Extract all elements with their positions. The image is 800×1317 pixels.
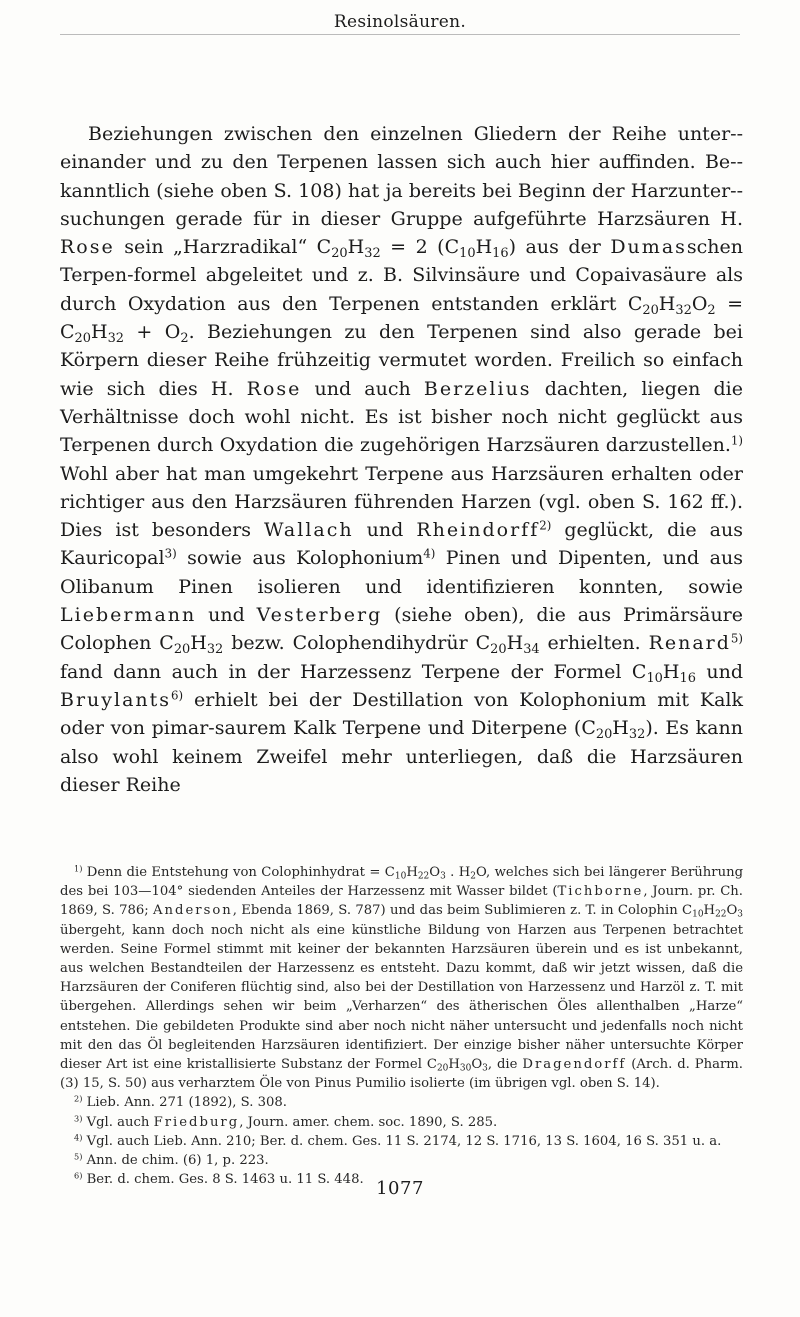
- text-run: = 2 (C: [380, 236, 460, 259]
- text-run: . H: [445, 865, 471, 880]
- text-run: erhielt bei der Destillation von Kolophonium mit Kalk oder von pimar-saurem Kalk Terpene und Diterpene (C: [60, 688, 743, 740]
- header-rule: [60, 34, 740, 35]
- author-name: Berzelius: [423, 377, 532, 400]
- author-name: Bruylants: [60, 688, 172, 711]
- footnote-ref: 6): [74, 1170, 83, 1181]
- text-run: O, welches sich bei längerer Berührung des bei 103—104° siedenden Anteiles der Harzessenz mit Wasser bildet (: [60, 865, 744, 900]
- text-run: H: [658, 292, 676, 315]
- author-name: Vesterberg: [256, 604, 383, 627]
- text-run: sein „Harzradikal“ C: [114, 236, 332, 259]
- footnote-3: [60, 1113, 743, 1132]
- text-run: geglückt, die aus Kauricopal: [60, 519, 743, 570]
- text-run: + O: [124, 321, 181, 344]
- formula-subscript: 20: [331, 246, 348, 262]
- formula-subscript: 30: [459, 1063, 472, 1074]
- text-run: und: [353, 519, 417, 542]
- formula-subscript: 10: [459, 246, 476, 262]
- text-run: , Journ. amer. chem. soc. 1890, S. 285.: [239, 1114, 498, 1130]
- author-name: Anderson: [153, 903, 233, 919]
- text-run: Ber. d. chem. Ges. 8 S. 1463 u. 11 S. 448.: [82, 1172, 364, 1188]
- formula-subscript: 10: [394, 871, 407, 882]
- text-run: O: [471, 1057, 483, 1073]
- footnote-4: [60, 1132, 743, 1151]
- formula-subscript: 20: [642, 302, 659, 318]
- footnote-ref: 1): [730, 433, 743, 448]
- footnote-2: [60, 1093, 743, 1112]
- text-run: H: [90, 321, 108, 344]
- formula-subscript: 10: [646, 670, 663, 686]
- author-name: Wallach: [264, 519, 354, 542]
- formula-subscript: 34: [523, 642, 540, 658]
- text-run: schen Terpen-formel abgeleitet und z. B. Silvinsäure und Copaivasäure als durch Oxydation aus den Terpenen entstanden erklärt C: [60, 236, 744, 315]
- formula-subscript: 3: [737, 910, 744, 921]
- formula-subscript: 20: [436, 1063, 449, 1074]
- text-run: und auch: [301, 377, 424, 400]
- running-title: Resinolsäuren.: [333, 12, 467, 32]
- text-run: H: [506, 632, 524, 655]
- text-run: H: [347, 236, 365, 259]
- text-run: H: [612, 717, 629, 740]
- formula-subscript: 20: [490, 642, 507, 658]
- text-run: H: [703, 903, 716, 919]
- author-name: Friedburg: [153, 1114, 240, 1130]
- footnote-ref: 2): [539, 518, 552, 533]
- formula-subscript: 20: [74, 330, 91, 346]
- text-run: O: [691, 292, 708, 315]
- formula-subscript: 32: [107, 330, 124, 346]
- footnote-ref: 5): [730, 631, 743, 646]
- formula-subscript: 20: [173, 642, 191, 658]
- text-run: Lieb. Ann. 271 (1892), S. 308.: [82, 1095, 287, 1111]
- formula-subscript: 32: [364, 246, 381, 262]
- formula-subscript: 3: [440, 871, 446, 882]
- text-run: O: [429, 865, 441, 880]
- author-name: Tichborne: [557, 884, 644, 900]
- text-run: , die: [487, 1057, 523, 1073]
- author-name: Renard: [648, 632, 731, 655]
- formula-subscript: 16: [492, 246, 509, 262]
- text-run: Wohl aber hat man umgekehrt Terpene aus Harzsäuren erhalten oder richtiger aus den Harzsäuren führenden Harzen (vgl. oben S. 162 ff.). Dies ist besonders: [60, 462, 743, 542]
- text-run: H: [406, 865, 418, 880]
- text-run: . Beziehungen zu den Terpenen sind also gerade bei Körpern dieser Reihe frühzeitig vermutet worden. Freilich so einfach wie sich dies H.: [60, 321, 743, 400]
- text-run: Beziehungen zwischen den einzelnen Gliedern der Reihe unter-einander und zu den Terpenen lassen sich auch hier auffinden. Be-kanntlich (siehe oben S. 108) hat ja bereits bei Beginn der Harzunter-suchungen gerade für in dieser Gruppe aufgeführte Harzsäuren H.: [60, 123, 743, 230]
- text-run: ). Es kann also wohl keinem Zweifel mehr unterliegen, daß die Harzsäuren dieser Reihe: [60, 717, 743, 796]
- footnote-ref: 4): [423, 546, 436, 561]
- formula-subscript: 32: [628, 727, 646, 743]
- text-run: (siehe oben), die aus Primärsäure Colophen C: [60, 604, 744, 655]
- text-run: bezw. Colophendihydrür C: [223, 632, 491, 655]
- footnote-5: [60, 1151, 743, 1170]
- formula-subscript: 10: [692, 910, 704, 921]
- author-name: Rose: [246, 377, 302, 400]
- text-run: und: [695, 660, 743, 683]
- text-run: , Journ. pr. Ch. 1869, S. 786;: [60, 884, 743, 919]
- author-name: Dumas: [610, 236, 687, 259]
- footnote-1: [60, 863, 743, 1093]
- text-run: H: [662, 660, 680, 683]
- text-run: (Arch. d. Pharm. (3) 15, S. 50) aus verharztem Öle von Pinus Pumilio isolierte (im übrigen vgl. oben S. 14).: [60, 1057, 744, 1092]
- footnote-ref: 3): [164, 546, 177, 561]
- author-name: Liebermann: [60, 604, 197, 627]
- main-text: [60, 120, 743, 799]
- formula-subscript: 20: [595, 727, 613, 743]
- text-run: ) aus der: [508, 236, 611, 259]
- text-run: H: [190, 632, 207, 655]
- formula-subscript: 22: [417, 871, 430, 882]
- formula-subscript: 3: [482, 1063, 488, 1074]
- text-run: H: [475, 236, 493, 259]
- formula-subscript: 32: [675, 302, 692, 318]
- text-run: übergeht, kann doch noch nicht als eine künstliche Bildung von Harzen aus Terpenen betrachtet werden. Seine Formel stimmt mit keiner der bekannten Harzsäuren überein und es ist unbekannt, aus welchen Bestandteilen der Harzessenz es entsteht. Dazu kommt, daß wir jetzt wissen, daß die Harzsäuren der Coniferen flüchtig sind, also bei der Destillation von Harzessenz und Harzöl z. T. mit übergehen. Allerdings sehen wir beim „Verharzen“ des ätherischen Öles allenthalben „Harze“ entstehen. Die gebildeten Produkte sind aber noch nicht näher untersucht und jedenfalls noch nicht mit den das Öl begleitenden Harzsäuren identifiziert. Der einzige bisher näher untersuchte Körper dieser Art ist eine kristallisierte Substanz der Formel C: [60, 922, 743, 1073]
- text-run: = C: [60, 292, 743, 344]
- formula-subscript: 16: [679, 670, 696, 686]
- footnote-ref: 3): [74, 1113, 83, 1124]
- text-run: Vgl. auch: [82, 1114, 154, 1130]
- formula-subscript: 2: [707, 302, 716, 318]
- formula-subscript: 22: [715, 910, 727, 921]
- footnote-ref: 5): [74, 1151, 83, 1162]
- text-run: sowie aus Kolophonium: [176, 547, 424, 570]
- formula-subscript: 2: [470, 871, 476, 882]
- footnote-ref: 6): [171, 688, 184, 703]
- footnote-ref: 1): [74, 863, 83, 874]
- author-name: Dragendorff: [522, 1057, 627, 1073]
- text-run: und: [196, 604, 257, 627]
- text-run: fand dann auch in der Harzessenz Terpene der Formel C: [60, 660, 647, 683]
- author-name: Rose: [60, 236, 115, 259]
- text-run: dachten, liegen die Verhältnisse doch wohl nicht. Es ist bisher noch nicht geglückt aus Terpenen durch Oxydation die zugehörigen Harzsäuren darzustellen.: [60, 377, 743, 457]
- footnote-ref: 4): [74, 1132, 83, 1143]
- text-run: Denn die Entstehung von Colophinhydrat = C: [82, 865, 395, 880]
- paragraph: [60, 120, 743, 799]
- text-run: O: [726, 903, 738, 919]
- author-name: Rheindorff: [416, 519, 540, 542]
- formula-subscript: 32: [206, 642, 224, 658]
- text-run: Ann. de chim. (6) 1, p. 223.: [82, 1153, 269, 1169]
- formula-subscript: 2: [180, 330, 189, 346]
- text-run: erhielten.: [539, 632, 649, 655]
- footnotes: [60, 863, 743, 1189]
- text-run: , Ebenda 1869, S. 787) und das beim Sublimieren z. T. in Colophin C: [232, 903, 693, 919]
- text-run: Vgl. auch Lieb. Ann. 210; Ber. d. chem. Ges. 11 S. 2174, 12 S. 1716, 13 S. 1604, 16 S. 351 u. a.: [82, 1133, 722, 1149]
- text-run: H: [448, 1057, 460, 1073]
- footnote-ref: 2): [74, 1093, 83, 1104]
- page-number: 1077: [376, 1178, 424, 1199]
- text-run: Pinen und Dipenten, und aus Olibanum Pinen isolieren und identifizieren konnten, sowie: [60, 547, 743, 598]
